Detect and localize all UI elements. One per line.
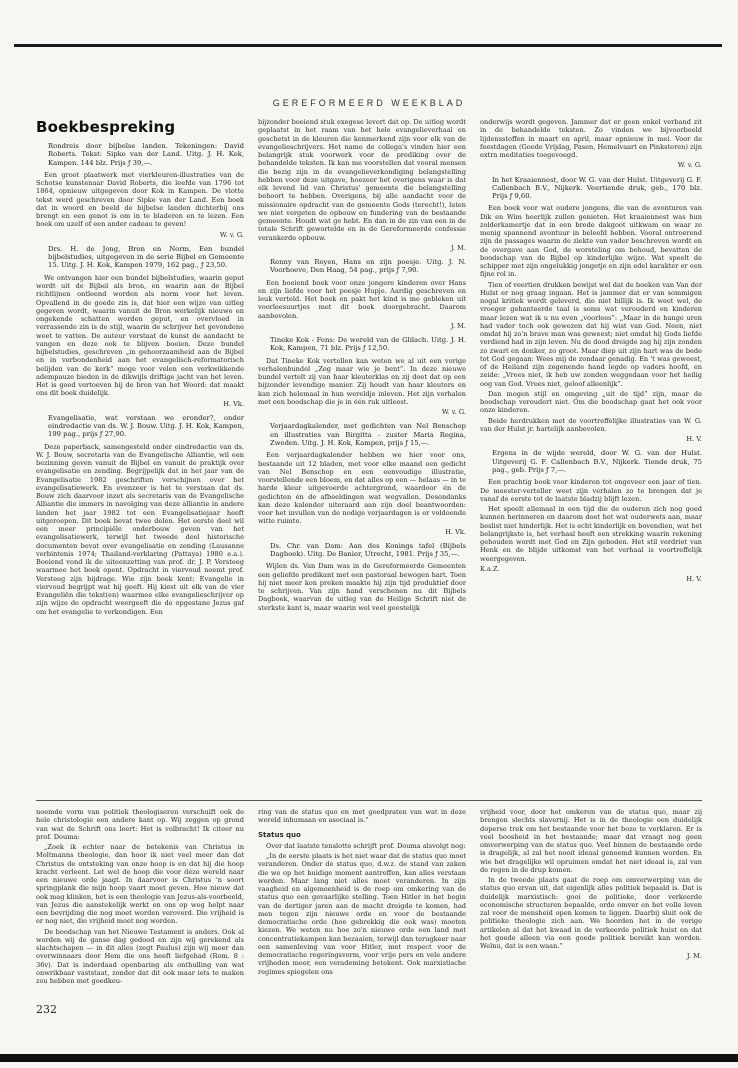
review-text: Een groot plaatwerk met vierkleuren-illustraties van de Schotse kunstenaar David Roberts, die leefde van 1796 tot 1864, opnieuw uitgegeven door Kok in Kampen. De vlotte tekst werd geschreven door Sipke van der Land. Een boek dat in woord en beeld de bijbelse landen dichterbij ons brengt en een genot is om in te bladeren en te lezen. Een boek om uzelf of een ander cadeau te geven! xyxy=(36,170,244,229)
review-text: Beide herdrukken met de voortreffelijke illustraties van W. G. van der Hulst jr. hartelijk aanbevolen. xyxy=(480,416,702,433)
review-text: Een prachtig boek voor kinderen tot ongeveer een jaar of tien. De meester-verteller weet zijn verhalen zo te brengen dat je vanaf de eerste tot de laatste bladzij blijft lezen. xyxy=(480,478,702,503)
review-signature: H. V. xyxy=(686,435,702,444)
page-number: 232 xyxy=(36,1003,57,1016)
review-heading: Tineke Kok - Fens: De wereld van de Glilach. Uitg. J. H. Kok, Kampen, 71 blz. Prijs ƒ 12,50. xyxy=(270,336,466,353)
review-text: Dan mogen stijl en omgeving „uit de tijd” zijn, maar de boodschap veroudert niet. Om die boodschap gaat het ook voor onze kinderen. xyxy=(480,389,702,415)
review-signature: W. v. G. xyxy=(441,408,466,417)
review-heading: Verjaardagkalender, met gedichten van Nel Benschop en illustraties van Birgitta - zuster Maria Regina, Zweden. Uitg. J. H. Kok, Kampen, prijs ƒ 15,—. xyxy=(270,422,466,448)
bottom-column-1 xyxy=(36,808,244,996)
section-divider xyxy=(36,800,702,801)
review-text: Een verjaardagkalender hebben we hier voor ons, bestaande uit 12 bladen, met voor elke maand een gedicht van Nel Benschop en een eenvoudige illustratie, voorstellende een bloem, en dat alles op een — helaas — in te harde kleur uitgevoerde achtergrond, waardoor én de gedichten én de afbeeldingen wat wegvallen. Desondanks kan deze kalender uiteraard aan zijn doel beantwoorden: voor het invullen van de nodige verjaardagen is er voldoende witte ruimte. xyxy=(258,451,466,526)
review-text: Een boek voor wat oudere jongens, die van de avonturen van Dik en Wim heerlijk zullen genieten. Het kraaiennest was hun zolderkamertje dat in een brede dakgoot uitkwam en waar ze menig spannend avontuur in beleefd hebben. Vooral ontroerend zijn de passages waarin de ziekte van vader beschreven wordt en de overgave aan God, de worsteling om behoud, bevatten de boodschap van de Bijbel op kinderlijke wijze. Wat speelt de schipper met zijn ongelukkig jongetje en zijn edel karakter er een fijne rol in. xyxy=(480,204,702,279)
article-signature: J. M. xyxy=(686,952,702,961)
review-text: Dat Tineke Kok vertellen kan weten we al uit een vorige verhalenbundel „Zeg maar wie je bent”. In deze nieuwe bundel vertelt zij van haar kleuterklas en zij doet dat op een bijzonder levendige manier. Zij houdt van haar kleuters en kan zich helemaal in hun wereldje inleven. Het zijn verhalen met een boodschap die je in één ruk uitleest. xyxy=(258,356,466,406)
bottom-column-2 xyxy=(258,808,466,996)
article-text: ring van de status quo en met goedpraten van wat in deze wereld inhumaan en asociaal is.” xyxy=(258,808,466,825)
review-text: Een boeiend boek voor onze jongere kinderen over Hans en zijn liefde voor het poesje Hupje. Aardig geschreven en leuk verteld. Het boek en pakt het kind is me gebleken uit voorleesuurtjes met dit boek doorgebracht. Daarom aanbevolen. xyxy=(258,278,466,320)
review-heading: Drs. H. de Jong, Bron en Norm, Een bundel bijbelstudies, uitgegeven in de serie Bijbel en Gemeente 15. Uitg. J. H. Kok, Kampen 1979, 162 pag., ƒ 23,50. xyxy=(48,244,244,270)
review-signature: J. M. xyxy=(450,321,466,330)
review-heading: Ergens in de wijde wereld, door W. G. van der Hulst. Uitgeverij G. F. Callenbach B.V., Nijkerk. Tiende druk, 75 pag., geb. Prijs ƒ 7,—. xyxy=(492,449,702,474)
article-text: Over dat laatste tenslotte schrijft prof. Douma alsvolgt nog: xyxy=(266,841,466,850)
review-text: We ontvangen hier een bundel bijbelstudies, waarin geput wordt uit de Bijbel als bron, en waarin aan de Bijbel richtlijnen ontleend worden als norm voor het leven. Opvallend in de goede zin is, dat hier een wijze van uitleg gegeven wordt, waarin vanuit de Bron werkelijk nieuwe en ongekende schatten worden geput, en overvloed in verrassende zin is de stijl, waarin de schrijver het gevondene weet te vatten. De auteur verstaat de kunst de aandacht te vangen en deze ook te blijven boeien. Deze bundel bijbelstudies, geschreven „in gehoorzaamheid aan de Bijbel en in verbondenheid aan het evangelisch-reformatorisch belijden van de kerk” moge voor velen een verkwikkende adempauze bieden in de dikwijls driftige jacht van het leven. Het is goed vertoeven bij de bron van het Woord: dat maakt ons dit boek duidelijk. xyxy=(36,273,244,398)
bottom-column-3 xyxy=(480,808,702,996)
article-subheading: Status quo xyxy=(258,830,301,839)
section-title: Boekbespreking xyxy=(36,118,176,136)
review-heading: Rondreis door bijbelse landen. Tekeningen: David Roberts. Tekst: Sipke van der Land. Uitg. J. H. Kok, Kampen. 144 blz. Prijs ƒ 39,—. xyxy=(48,142,244,167)
article-text: „Zoek ik echter naar de betekenis van Christus in Moltmanns theologie, dan hoor ik niet veel meer dan dat Christus de ontsteking van onze hoop is en dat hij die hoop kracht verleent. Let wel de hoop die voor déze wereld naar een nieuwe orde jaagt. In daarvoor is Christus 'n soort springplank die mijn hoop vaart moet geven. Hoe nieuw dat ook mag klinken, het is een theologie van Jezus-als-voorbeeld, van Jezus die aanstekelijk werkt en ons op weg helpt naar een bevrijding die nog moet worden veroverd. Die vrijheid is er nog niet, die vrijheid moet nog worden. xyxy=(36,843,244,926)
review-text: Het speelt allemaal in een tijd die de ouderen zich nog goed kunnen herinneren en daarom doet het wat ouderwets aan, maar beslist niet hinderlijk. Het is echt kinderlijk en bovendien, wat het belangrijkste is, het verhaal heeft een strekking waarin rekening gehouden wordt met God en Zijn geboden. Het stil verdriet van Henk en de blijde uitkomst van het verhaal is voortreffelijk weergegeven. xyxy=(480,505,702,563)
review-signature: W. v. G. xyxy=(677,161,702,170)
article-text: De boodschap van het Nieuwe Testament is anders. Ook al worden wij de ganse dag gedood en zijn wij gerekend als slachtschapen — in dit alles (zegt Paulus) zijn wij meer dan overwinnaars door Hem die ons heeft liefgehad (Rom. 8 : 36v). Dat is inderdaad openbaring als onthulling van wat onwrikbaar vaststaat, zonder dat dit ook maar iets te maken zou hebben met goedkeu- xyxy=(36,927,244,985)
bottom-rule xyxy=(0,1054,738,1062)
review-signature-left: K.a.Z. xyxy=(480,564,500,573)
review-heading: In het Kraaiennest, door W. G. van der Hulst. Uitgeverij G. F. Callenbach B.V., Nijkerk. Veertiende druk, geb., 170 blz. Prijs ƒ 9,60. xyxy=(492,175,702,201)
review-signature: H. Vk. xyxy=(445,527,466,536)
review-signature: H. Vk. xyxy=(223,399,244,408)
review-heading: Renny van Royen, Hans en zijn poesje. Uitg. J. N. Voorhoeve, Den Haag, 54 pag., prijs ƒ 7,90. xyxy=(270,258,466,275)
article-text: „In de eerste plaats is het niet waar dat de status quo moet veranderen. Onder de status quo, d.w.z. de stand van zaken die we op het huidige moment aantreffen, kan alles verstaan worden. Maar lang niet alles moet veranderen. In zijn vaagheid en algemeenheid is de roep om omkering van de status quo een gevaarlijke stelling. Toen Hitler in het begin van de dertiger jaren aan de macht dreigde te komen, had men tegen zijn nieuwe orde en voor de bestaande democratische orde (hoe gebrekkig die ook was) moeten kiezen. We weten nu hoe zo'n nieuwe orde een land met concentratiekampen kan bezaaien, terwijl dan terugkeer naar een samenleving van voor Hitler, met respect voor de democratische regeringsvorm, voor vrije pers en vele andere vrijheden meer, een verademing betekent. Ook marxistische regimes spiegelen ons xyxy=(258,852,466,976)
article-text: vrijheid voor, door het omkeren van de status quo, maar zij brengen slechts slavernij. Het is in de theologie een duidelijk doperse trek om het bestaande voor het boze te verklaren. Er is veel boosheid in het bestaande; maar dat vraagt nog geen omverwerping van de status quo. Veel binnen de bestaande orde is dragelijk, al zal het nooit ideaal genoemd kunnen worden. En wie het dragelijke wil opruimen omdat het niet ideaal is, zal van de regen in de drup komen. xyxy=(480,808,702,874)
review-text: bijzonder boeiend stuk exegese levert dat op. De uitleg wordt geplaatst in het raam van het hele evangelieverhaal en geschetst in de kleuren die kenmerkend zijn voor elk van de evangelieschrijvers. Het name de collega's vinden hier een belangrijk stuk voorwerk voor de prediking over de behandelde teksten. Ik kan me voorstellen dat vooral mensen die bezig zijn in de evangelieverkondiging belangstelling hebben voor deze uitgave, hoezeer het overigens waar is dat elk levend lid van Christus' gemeente die belangstelling behoort te hebben. Overigens, bij alle aandacht voor de missionaire opdracht van de gemeente Gods (terecht!), laten we niet vergeten de opbouw en fundering van de bestaande gemeente. Houdt wat ge hebt. En dan in de zin van een in de totale Schrift gewortelde en in de Gereformeerde confessie verankerde opbouw. xyxy=(258,118,466,242)
top-rule xyxy=(14,44,722,47)
review-text: Wijlen ds. Van Dam was in de Gereformeerde Gemeenten een geliefde predikant met een pastoraal bewogen hart. Toen hij niet meer kon preken maakte hij zijn tijd produktief door te schrijven. Van zijn hand verschenen nu dit Bijbels Dagboek, waarvan de uitleg van de Heilige Schrift niet de sterkste kant is, maar waarin wel veel geestelijk xyxy=(258,562,466,612)
column-2 xyxy=(258,118,466,794)
column-1 xyxy=(36,118,244,794)
article-text: In de tweede plaats gaat de roep om omverwerping van de status quo ervan uit, dat eigenlijk alles politiek bepaald is. Dat is duidelijk marxistisch: gooi de politieke, door verkeerde economische structuren bepaalde, orde omver en het volle leven zal voor de mensheid open komen te liggen. Daarbij sluit ook de politieke theologie zich aan. We hoorden het in de vorige artikelen al dat het kwaad in de verkeerde politiek huist en dat het goede alleen via een goede politiek bereikt kan worden. Welnu, dat is een waan.” xyxy=(480,876,702,950)
review-text: Tien of veertien drukken bewijst wel dat de boeken van Van der Hulst er nog graag ingaan. Het is jammer dat er van sommigen nogal kritiek wordt geleverd, die niet billijk is. Ik weet wel, de vroeger gehanteerde taal is soms wat verouderd en kinderen maar lezen wat ik u nu even „voorlees”: „Maar in de bange uren had vader toch ook gewezen dat hij wist van God. Neen, niet omdat hij zo'n brave man was geweest; niet omdat hij Gods liefde verdiend had in zijn leven. Nu de dood dreigde zag hij zijn zonden zo zwart en donker, zo groot. Maar diep uit zijn hart was de bede tot God gegaan: Wees mij de zondaar genadig. En 't was geweest, of de Heiland zijn zegenende hand legde op vaders hoofd, en zeide: „Vrees niet, ik heb uw zonden weggedaan voor het heilig oog van God. Vrees niet, geloof alleenlijk”. xyxy=(480,280,702,388)
review-text: onderwijs wordt gegeven. Jammer dat er geen enkel verband zit in de behandelde teksten. Zo vinden we bijvoorbeeld lijdensstoffen in maart en april, maar opnieuw in mei. Voor de feestdagen (Goede Vrijdag, Pasen, Hemelvaart en Pinksteren) zijn extra meditaties toegevoegd. xyxy=(480,118,702,159)
review-text: Deze paperback, samengesteld onder eindredactie van ds. W. J. Bouw, secretaris van de Evangelische Alliantie, wil een bezinning geven vanuit de Bijbel en vanuit de praktijk over evangelisatie en zending. Begrijpelijk dat in het jaar van de Evangelisatie 1982 geschriften verschijnen over het evangelisatiewerk. En evenzeer is het te verstaan dat ds. Bouw zich daarvoor inzet als secretaris van de Evangelische Alliantie die immers in navolging van deze alliantie in andere landen het jaar 1982 tot een Evangelisatiejaar heeft uitgeroepen. Dit boek bevat twee delen. Het eerste deel wil een meer principiële onderbouw geven van het evangelisatiewerk, terwijl het tweede deel historische documenten bevat over evangelisatie en zending (Lausanne verbintenis 1974; Thailand-verklaring (Pattaya) 1980 e.a.). Boeiend vond ik de uiteenzetting van prof. dr. J. P. Versteeg waarmee het boek opent. Opdracht in viervoud noemt prof. Versteeg zijn bijdrage. Wie zijn boek kent: Evangelie in viervoud begrijpt wat hij geeft. Hij kiest uit elk van de vier Evangeliën die tekst(en) waarmee elke evangelieschrijver op zijn wijze de opdracht weergeeft die de opgestane Jezus gaf om het evangelie te verkondigen. Een xyxy=(36,442,244,616)
article-text: noemde vorm van politiek theologiseren verschuift ook de hele christologie een andere kant op. Wij zeggen op grond van wat de Schrift ons leert: Het is volbracht! Ik citeer nu prof. Douma: xyxy=(36,808,244,841)
column-3 xyxy=(480,118,702,794)
running-head: GEREFORMEERD WEEKBLAD xyxy=(272,98,466,108)
review-heading: Evangelisatie, wat verstaan we eronder?, onder eindredactie van ds. W. J. Bouw. Uitg. J. H. Kok, Kampen, 199 pag., prijs ƒ 27,90. xyxy=(48,413,244,439)
review-signature: W. v. G. xyxy=(219,230,244,239)
review-heading: Ds. Chr. van Dam: Aan des Konings tafel (Bijbels Dagboek). Uitg. De Banier, Utrecht, 1981. Prijs ƒ 35,—. xyxy=(270,541,466,559)
review-signature: H. V. xyxy=(686,575,702,584)
review-signature: J. M. xyxy=(450,243,466,252)
